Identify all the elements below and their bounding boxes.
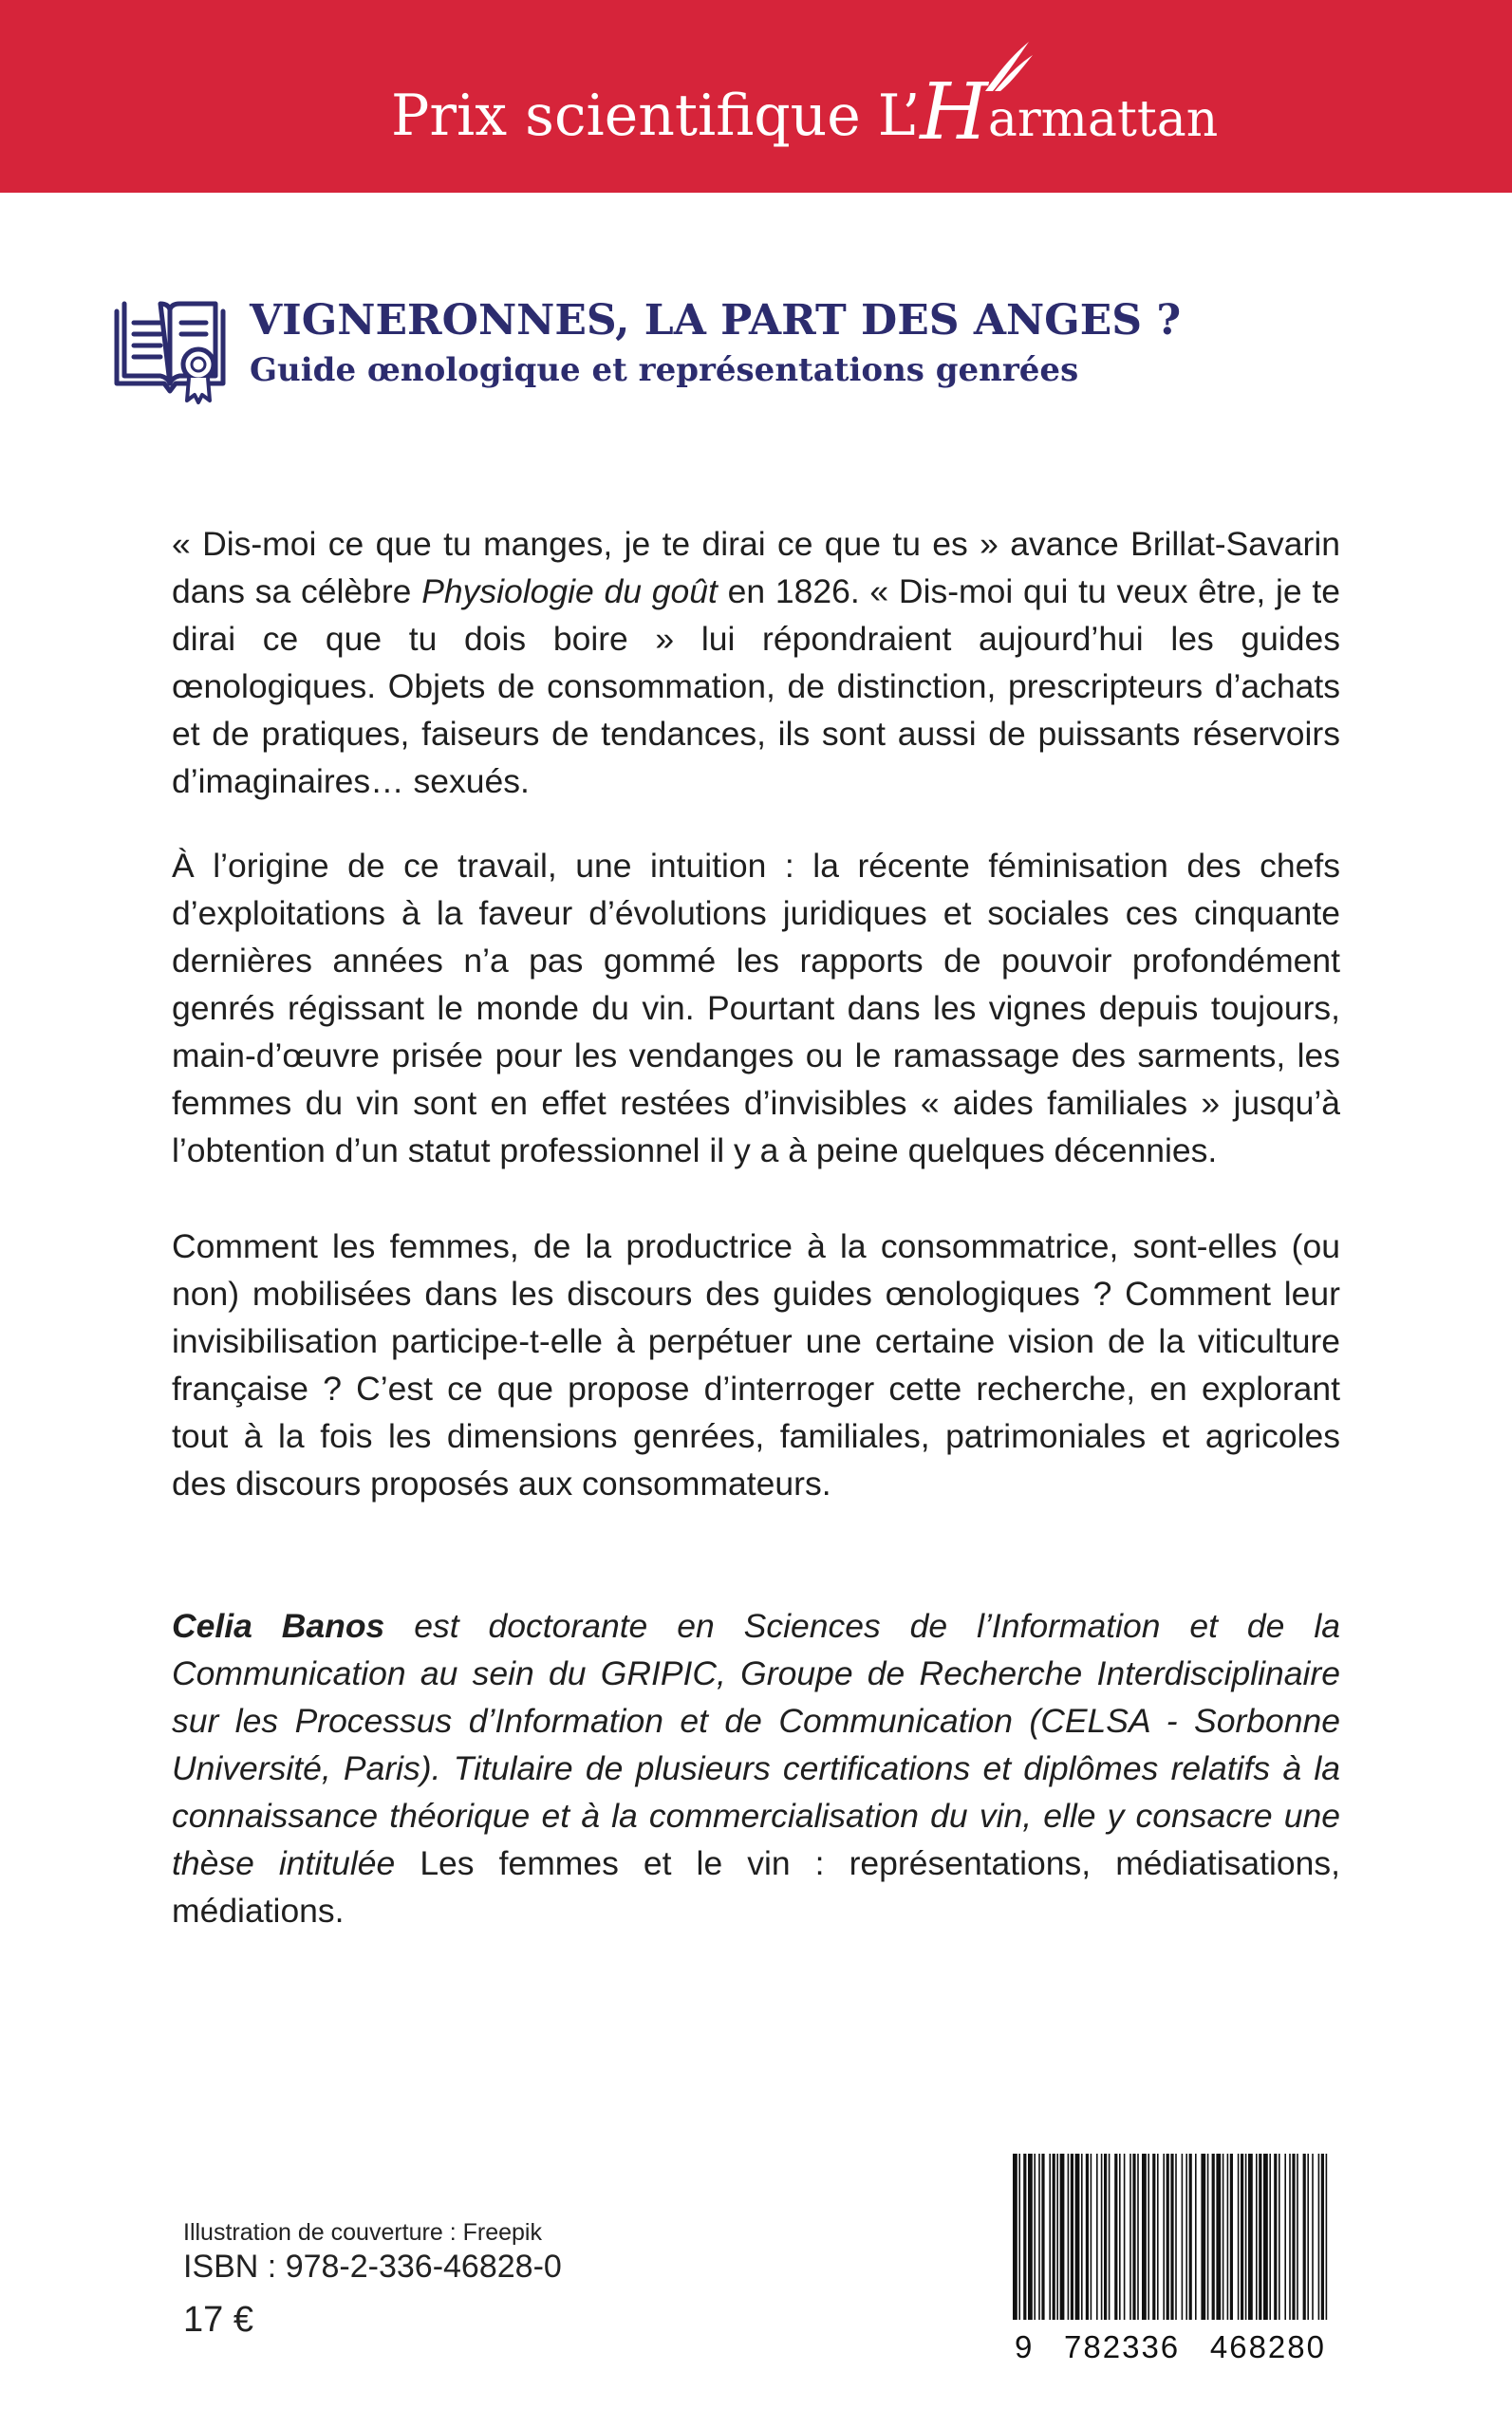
barcode-bar xyxy=(1109,2154,1111,2320)
barcode-bar xyxy=(1137,2154,1139,2320)
illustration-credit: Illustration de couverture : Freepik xyxy=(183,2219,542,2246)
barcode-bar xyxy=(1207,2154,1209,2320)
barcode-bar xyxy=(1175,2154,1177,2320)
barcode-bar xyxy=(1201,2154,1205,2320)
barcode-bar xyxy=(1182,2154,1184,2320)
barcode xyxy=(980,2142,1360,2364)
barcode-bar xyxy=(1124,2154,1126,2320)
barcode-bar xyxy=(1248,2154,1253,2320)
barcode-right-group: 468280 xyxy=(1209,2329,1326,2364)
barcode-bar xyxy=(1167,2154,1169,2320)
barcode-bar xyxy=(1038,2154,1040,2320)
barcode-bar xyxy=(1034,2154,1036,2320)
barcode-bar xyxy=(1245,2154,1247,2320)
barcode-bar xyxy=(1195,2154,1197,2320)
prize-label xyxy=(391,66,1219,158)
barcode-bar xyxy=(1101,2154,1103,2320)
barcode-bar xyxy=(1023,2154,1026,2320)
author-name: Celia Banos xyxy=(172,1607,385,1645)
logo-h: H xyxy=(920,66,988,158)
barcode-bar xyxy=(1075,2154,1080,2320)
barcode-bar xyxy=(1185,2154,1187,2320)
paragraph-1-italic: Physiologie du goût xyxy=(421,572,718,610)
barcode-bar xyxy=(1068,2154,1070,2320)
barcode-bar xyxy=(1060,2154,1065,2320)
price: 17 € xyxy=(183,2300,253,2340)
barcode-bar xyxy=(1303,2154,1306,2320)
barcode-bar xyxy=(1163,2154,1165,2320)
barcode-bar xyxy=(1142,2154,1147,2320)
barcode-bar xyxy=(1081,2154,1083,2320)
barcode-bar xyxy=(1104,2154,1107,2320)
logo-l: L’ xyxy=(877,83,921,149)
paragraph-1-before: « Dis-moi ce que tu manges, je te dirai ce que tu es » avance Brillat-Savarin dans sa célèbre xyxy=(172,525,1340,610)
barcode-bar xyxy=(1018,2154,1020,2320)
prize-prefix: Prix scientifique xyxy=(391,83,861,149)
barcode-bar xyxy=(1259,2154,1261,2320)
barcode-bar xyxy=(1238,2154,1240,2320)
barcode-bar xyxy=(1041,2154,1044,2320)
barcode-bars xyxy=(1009,2154,1332,2320)
book-subtitle: Guide œnologique et représentations genrées xyxy=(250,351,1079,389)
barcode-bar xyxy=(1307,2154,1309,2320)
barcode-bar xyxy=(1086,2154,1089,2320)
barcode-bar xyxy=(1279,2154,1280,2320)
barcode-bar xyxy=(1284,2154,1286,2320)
barcode-digits xyxy=(980,2328,1360,2366)
barcode-bar xyxy=(1256,2154,1258,2320)
barcode-bar xyxy=(1053,2154,1055,2320)
barcode-bar xyxy=(1189,2154,1192,2320)
author-bio xyxy=(172,1602,1340,1934)
paragraph-1 xyxy=(172,520,1340,805)
barcode-bar xyxy=(1170,2154,1173,2320)
barcode-bar xyxy=(1269,2154,1271,2320)
barcode-bar xyxy=(1212,2154,1215,2320)
open-book-certificate-icon xyxy=(107,292,233,404)
logo-rest: armattan xyxy=(987,91,1219,148)
barcode-bar xyxy=(1216,2154,1221,2320)
barcode-bar xyxy=(1263,2154,1268,2320)
barcode-bar xyxy=(1318,2154,1320,2320)
header-banner xyxy=(0,0,1512,193)
barcode-bar xyxy=(1129,2154,1131,2320)
barcode-bar xyxy=(1091,2154,1092,2320)
barcode-first-digit: 9 xyxy=(1015,2329,1035,2364)
barcode-bar xyxy=(1326,2154,1328,2320)
barcode-bar xyxy=(1321,2154,1324,2320)
barcode-bar xyxy=(1071,2154,1073,2320)
paragraph-3: Comment les femmes, de la productrice à la consommatrice, sont-elles (ou non) mobilisées dans les discours des guides œnologiques ? Comment leur invisibilisation participe-t-elle à perpétuer une certaine vision de la viticulture française ? C’est ce que propose d’interroger cette recherche, en explorant tout à la fois les dimensions genrées, familiales, patrimoniales et agricoles des discours proposés aux consommateurs. xyxy=(172,1227,1340,1503)
barcode-bar xyxy=(1148,2154,1149,2320)
barcode-bar xyxy=(1241,2154,1243,2320)
barcode-bar xyxy=(1114,2154,1117,2320)
barcode-bar xyxy=(1297,2154,1298,2320)
barcode-bar xyxy=(1274,2154,1277,2320)
barcode-bar xyxy=(1152,2154,1155,2320)
author-bio-text: est doctorante en Sciences de l’Information et de la Communication au sein du GRIPIC, Groupe de Recherche Interdisciplinaire sur les Processus d’Information et de Communication (CELSA - Sorbonne Université, Paris). Titulaire de plusieurs certifications et diplômes relatifs à la connaissance théorique et à la commercialisation du vin, elle y consacre une thèse intitulée xyxy=(172,1607,1340,1882)
barcode-bar xyxy=(1289,2154,1291,2320)
barcode-bar xyxy=(1227,2154,1229,2320)
barcode-bar xyxy=(1157,2154,1159,2320)
publisher-logo xyxy=(877,66,1219,158)
barcode-bar xyxy=(1230,2154,1233,2320)
leaf-icon xyxy=(980,38,1036,95)
barcode-bar xyxy=(1049,2154,1051,2320)
barcode-bar xyxy=(1223,2154,1224,2320)
barcode-bar xyxy=(1013,2154,1017,2320)
thesis-title: Les femmes et le vin : représentations, médiatisations, médiations. xyxy=(172,1844,1340,1930)
barcode-bar xyxy=(1119,2154,1121,2320)
isbn: ISBN : 978-2-336-46828-0 xyxy=(183,2249,562,2285)
barcode-bar xyxy=(1028,2154,1033,2320)
barcode-bar xyxy=(1096,2154,1098,2320)
barcode-bar xyxy=(1056,2154,1058,2320)
barcode-bar xyxy=(1292,2154,1295,2320)
barcode-bar xyxy=(1132,2154,1135,2320)
barcode-left-group: 782336 xyxy=(1064,2329,1181,2364)
book-title: VIGNERONNES, LA PART DES ANGES ? xyxy=(250,296,1182,345)
paragraph-1-after: en 1826. « Dis-moi qui tu veux être, je te dirai ce que tu dois boire » lui répondraient aujourd’hui les guides œnologiques. Objets de consommation, de distinction, prescripteurs d’achats et de pratiques, faiseurs de tendances, ils sont aussi de puissants réservoirs d’imaginaires… sexués. xyxy=(172,572,1341,800)
paragraph-2: À l’origine de ce travail, une intuition : la récente féminisation des chefs d’exploitations à la faveur d’évolutions juridiques et sociales ces cinquante dernières années n’a pas gommé les rapports de pouvoir profondément genrés régissant le monde du vin. Pourtant dans les vignes depuis toujours, main-d’œuvre prisée pour les vendanges ou le ramassage des sarments, les femmes du vin sont en effet restées d’invisibles « aides familiales » jusqu’à l’obtention d’un statut professionnel il y a à peine quelques décennies. xyxy=(172,847,1340,1169)
barcode-bar xyxy=(1312,2154,1314,2320)
